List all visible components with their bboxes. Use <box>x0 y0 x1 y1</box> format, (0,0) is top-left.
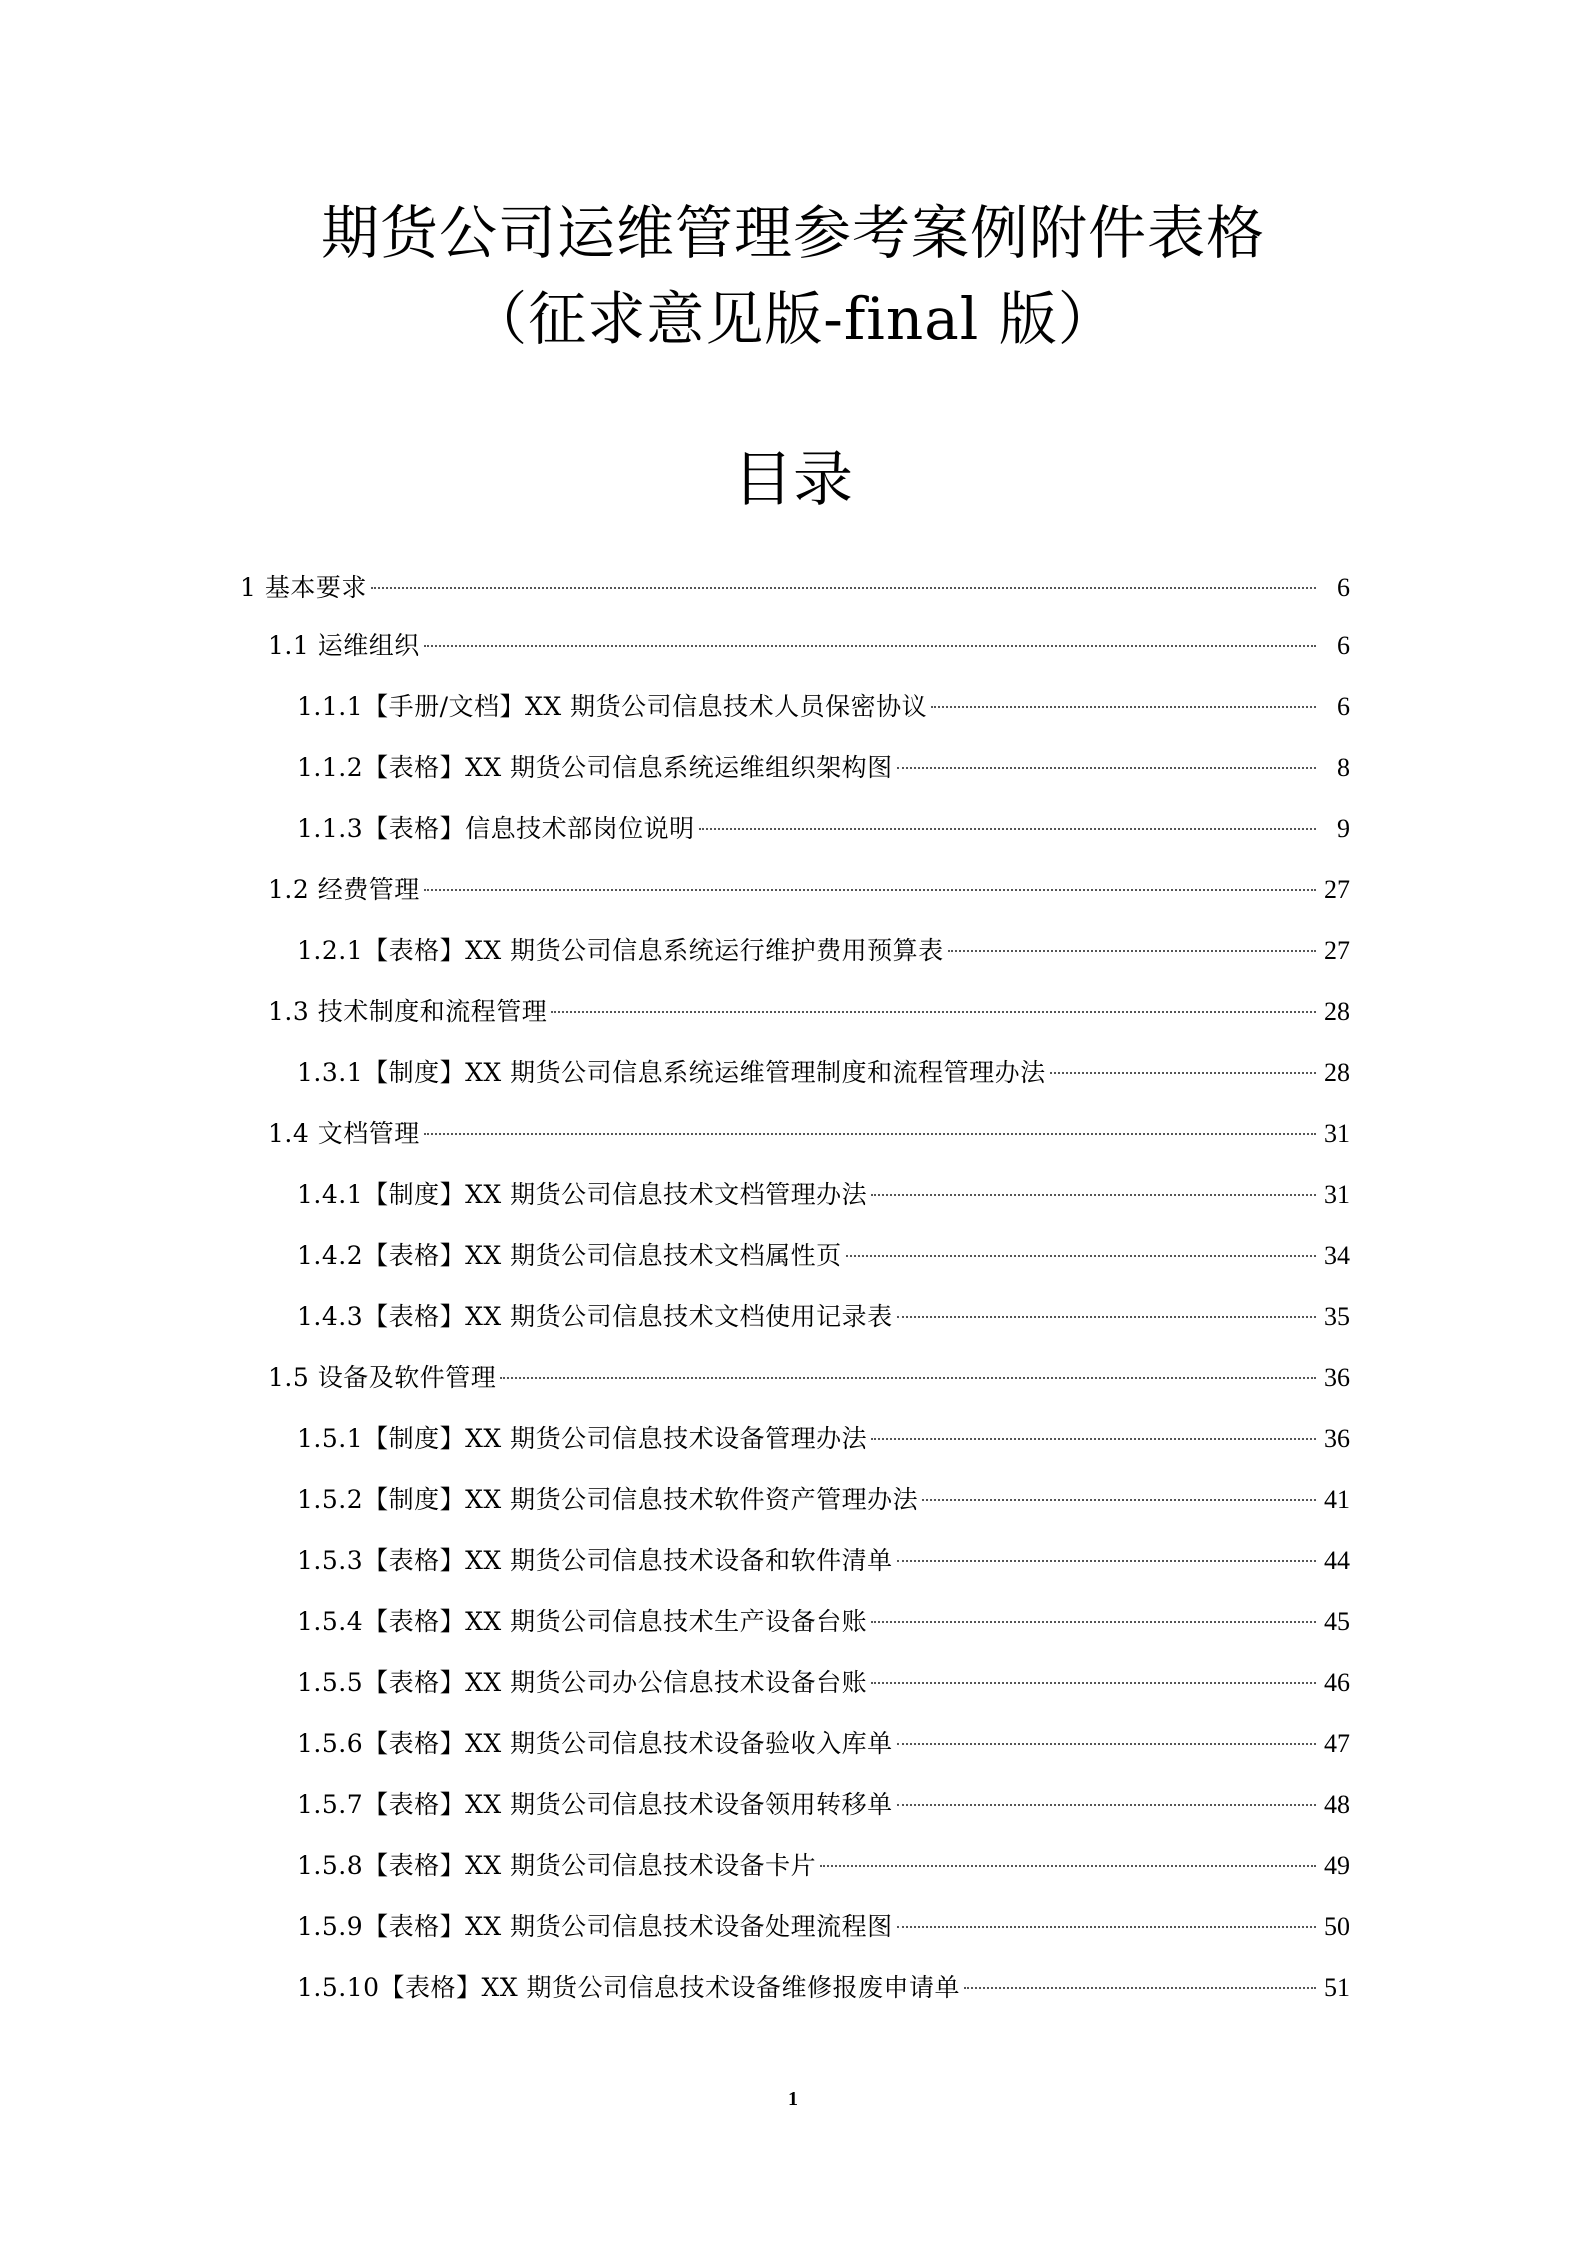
toc-entry-page: 31 <box>1324 1119 1350 1148</box>
toc-entry[interactable] <box>240 1652 1350 1713</box>
toc-dot-leader <box>897 1804 1316 1806</box>
toc-dot-leader <box>551 1011 1316 1013</box>
toc-dot-leader <box>371 587 1316 589</box>
toc-dot-leader <box>820 1865 1316 1867</box>
toc-dot-leader <box>931 706 1316 708</box>
toc-entry[interactable] <box>240 676 1350 737</box>
toc-entry-title: 1.5.10【表格】XX 期货公司信息技术设备维修报废申请单 <box>297 1973 961 2002</box>
toc-dot-leader <box>871 1621 1316 1623</box>
toc-entry[interactable] <box>240 1469 1350 1530</box>
toc-entry-title: 1.5.2【制度】XX 期货公司信息技术软件资产管理办法 <box>297 1485 919 1514</box>
document-title: 期货公司运维管理参考案例附件表格 <box>320 199 1265 267</box>
toc-entry-title: 1.5.7【表格】XX 期货公司信息技术设备领用转移单 <box>297 1790 893 1819</box>
toc-entry[interactable] <box>240 1896 1350 1957</box>
page-number: 1 <box>788 2088 798 2110</box>
toc-entry[interactable] <box>240 1164 1350 1225</box>
toc-dot-leader <box>500 1377 1316 1379</box>
toc-entry[interactable] <box>240 859 1350 920</box>
toc-entry[interactable] <box>240 981 1350 1042</box>
toc-dot-leader <box>897 1316 1316 1318</box>
toc-entry[interactable] <box>240 1225 1350 1286</box>
toc-dot-leader <box>871 1438 1316 1440</box>
table-of-contents <box>240 560 1350 2018</box>
toc-entry[interactable] <box>240 920 1350 981</box>
toc-entry[interactable] <box>240 1774 1350 1835</box>
toc-dot-leader <box>922 1499 1316 1501</box>
toc-entry-title: 1.4.3【表格】XX 期货公司信息技术文档使用记录表 <box>297 1302 893 1331</box>
toc-entry-page: 27 <box>1324 875 1350 904</box>
toc-entry-page: 36 <box>1324 1363 1350 1392</box>
toc-entry-page: 27 <box>1324 936 1350 965</box>
toc-entry-page: 47 <box>1324 1729 1350 1758</box>
toc-heading: 目录 <box>733 445 853 515</box>
toc-entry-page: 36 <box>1324 1424 1350 1453</box>
toc-entry-title: 1.4.2【表格】XX 期货公司信息技术文档属性页 <box>297 1241 842 1270</box>
toc-entry-page: 44 <box>1324 1546 1350 1575</box>
toc-entry[interactable] <box>240 798 1350 859</box>
document-title-block <box>0 190 1586 362</box>
toc-entry[interactable] <box>240 1408 1350 1469</box>
toc-entry-title: 1.4 文档管理 <box>268 1119 420 1148</box>
toc-entry-page: 8 <box>1337 753 1350 782</box>
toc-entry[interactable] <box>240 737 1350 798</box>
toc-dot-leader <box>897 1743 1316 1745</box>
toc-entry[interactable] <box>240 1042 1350 1103</box>
toc-entry-title: 1.4.1【制度】XX 期货公司信息技术文档管理办法 <box>297 1180 868 1209</box>
toc-entry-page: 35 <box>1324 1302 1350 1331</box>
toc-entry-title: 1.5.3【表格】XX 期货公司信息技术设备和软件清单 <box>297 1546 893 1575</box>
toc-entry-title: 1.3.1【制度】XX 期货公司信息系统运维管理制度和流程管理办法 <box>297 1058 1046 1087</box>
toc-entry-title: 1.1.2【表格】XX 期货公司信息系统运维组织架构图 <box>297 753 893 782</box>
toc-entry-page: 48 <box>1324 1790 1350 1819</box>
toc-entry-page: 6 <box>1337 631 1350 660</box>
document-subtitle: （征求意见版-final 版） <box>469 285 1117 353</box>
toc-entry-page: 51 <box>1324 1973 1350 2002</box>
toc-entry-page: 28 <box>1324 1058 1350 1087</box>
toc-entry-title: 1 基本要求 <box>240 573 367 602</box>
toc-entry-page: 28 <box>1324 997 1350 1026</box>
toc-entry[interactable] <box>240 1957 1350 2018</box>
toc-entry-title: 1.5.9【表格】XX 期货公司信息技术设备处理流程图 <box>297 1912 893 1941</box>
toc-entry-title: 1.1.1【手册/文档】XX 期货公司信息技术人员保密协议 <box>297 692 928 721</box>
toc-dot-leader <box>897 1926 1316 1928</box>
toc-entry-page: 45 <box>1324 1607 1350 1636</box>
toc-entry-title: 1.5.4【表格】XX 期货公司信息技术生产设备台账 <box>297 1607 868 1636</box>
toc-dot-leader <box>871 1682 1316 1684</box>
toc-entry-title: 1.5.8【表格】XX 期货公司信息技术设备卡片 <box>297 1851 817 1880</box>
toc-entry[interactable] <box>240 1713 1350 1774</box>
toc-entry-page: 50 <box>1324 1912 1350 1941</box>
toc-entry-title: 1.1 运维组织 <box>268 631 420 660</box>
toc-dot-leader <box>897 767 1316 769</box>
toc-entry[interactable] <box>240 1835 1350 1896</box>
toc-entry-title: 1.5.1【制度】XX 期货公司信息技术设备管理办法 <box>297 1424 868 1453</box>
toc-entry[interactable] <box>240 560 1350 615</box>
toc-dot-leader <box>897 1560 1316 1562</box>
toc-entry[interactable] <box>240 1347 1350 1408</box>
toc-entry-title: 1.2 经费管理 <box>268 875 420 904</box>
toc-dot-leader <box>948 950 1316 952</box>
toc-dot-leader <box>424 645 1316 647</box>
toc-entry-title: 1.5 设备及软件管理 <box>268 1363 497 1392</box>
toc-entry[interactable] <box>240 1530 1350 1591</box>
toc-dot-leader <box>871 1194 1316 1196</box>
toc-entry-page: 31 <box>1324 1180 1350 1209</box>
toc-entry-title: 1.2.1【表格】XX 期货公司信息系统运行维护费用预算表 <box>297 936 944 965</box>
toc-dot-leader <box>964 1987 1316 1989</box>
toc-entry-title: 1.3 技术制度和流程管理 <box>268 997 548 1026</box>
toc-dot-leader <box>1050 1072 1316 1074</box>
toc-entry-title: 1.1.3【表格】信息技术部岗位说明 <box>297 814 695 843</box>
toc-entry[interactable] <box>240 1286 1350 1347</box>
toc-entry-page: 9 <box>1337 814 1350 843</box>
toc-dot-leader <box>424 889 1316 891</box>
toc-entry-title: 1.5.6【表格】XX 期货公司信息技术设备验收入库单 <box>297 1729 893 1758</box>
toc-entry-page: 6 <box>1337 692 1350 721</box>
toc-dot-leader <box>846 1255 1316 1257</box>
toc-dot-leader <box>424 1133 1316 1135</box>
toc-entry-page: 46 <box>1324 1668 1350 1697</box>
toc-entry-page: 49 <box>1324 1851 1350 1880</box>
toc-entry-title: 1.5.5【表格】XX 期货公司办公信息技术设备台账 <box>297 1668 868 1697</box>
toc-entry[interactable] <box>240 615 1350 676</box>
toc-entry[interactable] <box>240 1591 1350 1652</box>
toc-entry-page: 6 <box>1337 573 1350 602</box>
toc-entry[interactable] <box>240 1103 1350 1164</box>
toc-entry-page: 41 <box>1324 1485 1350 1514</box>
toc-dot-leader <box>699 828 1316 830</box>
toc-entry-page: 34 <box>1324 1241 1350 1270</box>
